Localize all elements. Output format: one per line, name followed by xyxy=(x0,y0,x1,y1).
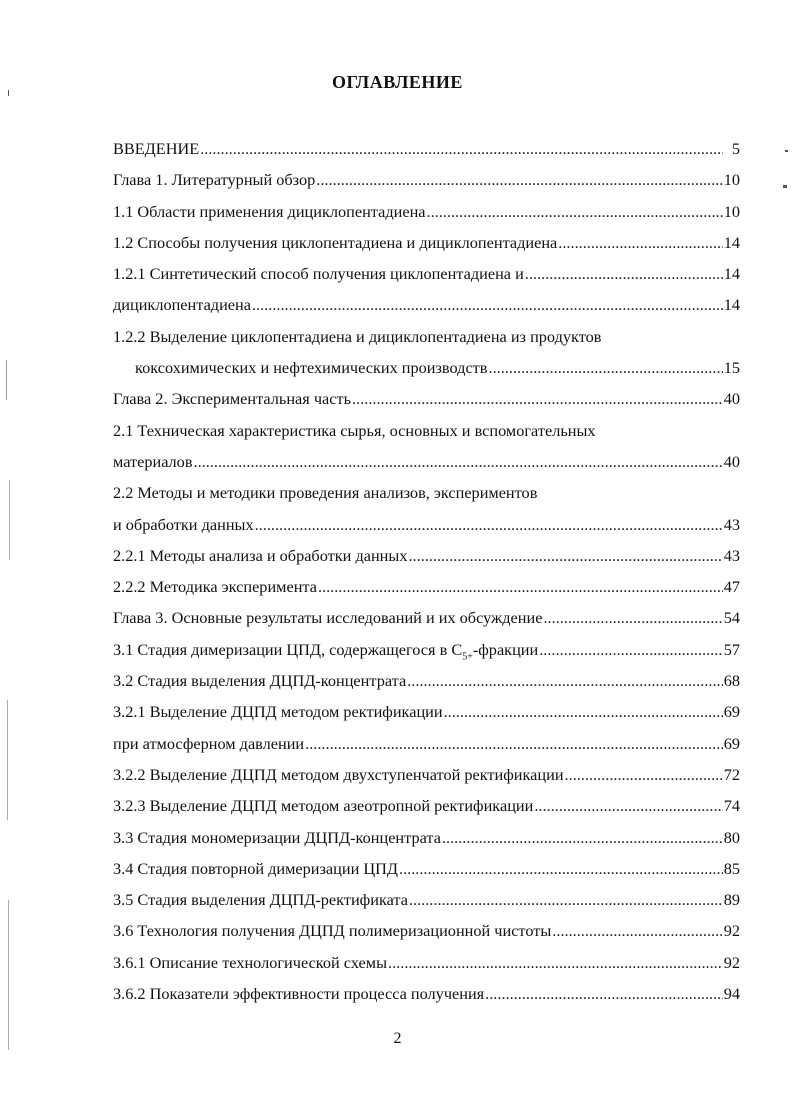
toc-entry-title: 3.6.1 Описание технологической схемы xyxy=(113,952,388,972)
toc-leader-dots xyxy=(534,793,722,819)
toc-entry[interactable] xyxy=(113,950,740,981)
toc-entry-page: 14 xyxy=(723,264,740,284)
toc-entry-title: коксохимических и нефтехимических производств xyxy=(135,358,488,378)
toc-entry[interactable] xyxy=(113,825,740,856)
toc-entry[interactable] xyxy=(113,762,740,793)
toc-entry-title: 2.2 Методы и методики проведения анализов, экспериментов xyxy=(113,483,538,503)
scan-speck xyxy=(783,185,787,188)
toc-entry[interactable] xyxy=(113,261,740,292)
toc-leader-dots xyxy=(408,543,722,569)
toc-leader-dots xyxy=(352,386,723,412)
toc-entry-page: 94 xyxy=(723,984,740,1004)
page-number: 2 xyxy=(393,1030,402,1047)
toc-leader-dots xyxy=(252,292,723,318)
toc-entry-page: 10 xyxy=(723,201,740,221)
toc-leader-dots xyxy=(407,668,723,694)
toc-entry[interactable] xyxy=(113,418,740,449)
toc-entry[interactable] xyxy=(113,355,740,386)
toc-entry-title: 1.1 Области применения дициклопентадиена xyxy=(113,201,426,221)
toc-entry-title: 3.6 Технология получения ДЦПД полимеризационной чистоты xyxy=(113,921,552,941)
toc-entry-title: Глава 2. Экспериментальная часть xyxy=(113,389,352,409)
toc-entry-page: 40 xyxy=(723,451,740,471)
toc-leader-dots xyxy=(194,449,723,475)
toc-entry-title: 3.3 Стадия мономеризации ДЦПД-концентрата xyxy=(113,827,441,847)
toc-entry-title: 2.1 Техническая характеристика сырья, основных и вспомогательных xyxy=(113,420,596,440)
toc-entry[interactable] xyxy=(113,449,740,480)
toc-entry-title: 2.2.2 Методика эксперимента xyxy=(113,577,317,597)
toc-entry[interactable] xyxy=(113,856,740,887)
toc-entry-page: 57 xyxy=(723,639,740,659)
toc-entry[interactable] xyxy=(113,918,740,949)
toc-entry[interactable] xyxy=(113,637,740,668)
toc-entry-title: 3.1 Стадия димеризации ЦПД, содержащегося в $С_{5+}$-фракции xyxy=(113,639,539,662)
toc-entry-title: и обработки данных xyxy=(113,514,254,534)
toc-entry[interactable] xyxy=(113,480,740,511)
toc-entry-page: 10 xyxy=(723,170,740,190)
toc-leader-dots xyxy=(255,512,723,538)
toc-entry-page: 89 xyxy=(723,890,740,910)
toc-leader-dots xyxy=(552,918,722,944)
toc-entry-page: 68 xyxy=(723,671,740,691)
toc-entry[interactable] xyxy=(113,199,740,230)
scan-speck xyxy=(8,90,9,96)
toc-entry-title: 1.2.1 Синтетический способ получения циклопентадиена и xyxy=(113,264,524,284)
toc-entry-page: 15 xyxy=(723,358,740,378)
toc-leader-dots xyxy=(318,574,723,600)
toc-entry-title: 3.5 Стадия выделения ДЦПД-ректификата xyxy=(113,890,408,910)
scan-speck xyxy=(9,480,10,560)
toc-entry-page: 80 xyxy=(723,827,740,847)
toc-entry[interactable] xyxy=(113,136,740,167)
toc-entry-page: 14 xyxy=(723,232,740,252)
toc-entry-title: 3.6.2 Показатели эффективности процесса получения xyxy=(113,984,485,1004)
toc-entry[interactable] xyxy=(113,543,740,574)
toc-entry-page: 92 xyxy=(723,921,740,941)
toc-entry-page: 43 xyxy=(723,514,740,534)
toc-entry-page: 5 xyxy=(731,139,740,158)
toc-entry-title: 2.2.1 Методы анализа и обработки данных xyxy=(113,545,408,565)
toc-entry-title: ВВЕДЕНИЕ xyxy=(113,139,200,158)
toc-entry-page: 69 xyxy=(723,733,740,753)
toc-leader-dots xyxy=(442,825,723,851)
toc-leader-dots xyxy=(444,699,723,725)
toc-entry-title: 1.2.2 Выделение циклопентадиена и дициклопентадиена из продуктов xyxy=(113,326,602,346)
toc-entry-page: 72 xyxy=(723,764,740,784)
toc-leader-dots xyxy=(427,199,723,225)
scan-speck xyxy=(785,150,788,152)
toc-entry[interactable] xyxy=(113,793,740,824)
toc-entry[interactable] xyxy=(113,699,740,730)
toc-entry-title: 3.2.1 Выделение ДЦПД методом ректификации xyxy=(113,702,443,722)
toc-entry-page: 40 xyxy=(723,389,740,409)
scan-speck xyxy=(8,900,9,1050)
scan-speck xyxy=(7,700,8,820)
toc-leader-dots xyxy=(489,355,723,381)
toc-entry-title: 3.2.3 Выделение ДЦПД методом азеотропной ректификации xyxy=(113,796,534,816)
toc-entry[interactable] xyxy=(113,574,740,605)
toc-leader-dots xyxy=(200,136,723,162)
toc-entry[interactable] xyxy=(113,512,740,543)
toc-entry-page: 54 xyxy=(723,608,740,628)
toc-entry-title: 3.2 Стадия выделения ДЦПД-концентрата xyxy=(113,671,407,691)
toc-entry-title: Глава 3. Основные результаты исследований и их обсуждение xyxy=(113,608,543,628)
toc-entry-title: материалов xyxy=(113,451,193,471)
toc-entry[interactable] xyxy=(113,981,740,1012)
toc-leader-dots xyxy=(316,167,722,193)
toc-entry-title: 3.4 Стадия повторной димеризации ЦПД xyxy=(113,858,398,878)
toc-entry[interactable] xyxy=(113,386,740,417)
toc-entry[interactable] xyxy=(113,668,740,699)
toc-leader-dots xyxy=(565,762,723,788)
toc-entry-page: 69 xyxy=(723,702,740,722)
toc-entry-title: Глава 1. Литературный обзор xyxy=(113,170,316,190)
toc-entry-title: 1.2 Способы получения циклопентадиена и дициклопентадиена xyxy=(113,232,558,252)
toc-entry-title: дициклопентадиена xyxy=(113,295,251,315)
toc-leader-dots xyxy=(409,887,723,913)
toc-entry-page: 85 xyxy=(723,858,740,878)
toc-entry[interactable] xyxy=(113,605,740,636)
toc-entry[interactable] xyxy=(113,324,740,355)
toc-entry-page: 47 xyxy=(723,577,740,597)
toc-entry-title: 3.2.2 Выделение ДЦПД методом двухступенчатой ректификации xyxy=(113,764,564,784)
toc-entry[interactable] xyxy=(113,731,740,762)
toc-entry-title: при атмосферном давлении xyxy=(113,733,305,753)
toc-leader-dots xyxy=(543,605,722,631)
toc-entry-page: 74 xyxy=(723,796,740,816)
toc-entry-page: 43 xyxy=(723,545,740,565)
toc-entry[interactable] xyxy=(113,292,740,323)
toc-entry[interactable] xyxy=(113,230,740,261)
table-of-contents xyxy=(113,136,740,1012)
toc-entry-page: 14 xyxy=(723,295,740,315)
page-title: ОГЛАВЛЕНИЕ xyxy=(332,72,463,92)
toc-leader-dots xyxy=(525,261,723,287)
toc-leader-dots xyxy=(399,856,723,882)
toc-leader-dots xyxy=(305,731,723,757)
toc-entry[interactable] xyxy=(113,167,740,198)
toc-leader-dots xyxy=(388,950,723,976)
toc-leader-dots xyxy=(558,230,722,256)
toc-entry[interactable] xyxy=(113,887,740,918)
toc-entry-page: 92 xyxy=(723,952,740,972)
toc-leader-dots xyxy=(539,637,723,663)
scan-speck xyxy=(6,360,7,400)
toc-leader-dots xyxy=(485,981,723,1007)
